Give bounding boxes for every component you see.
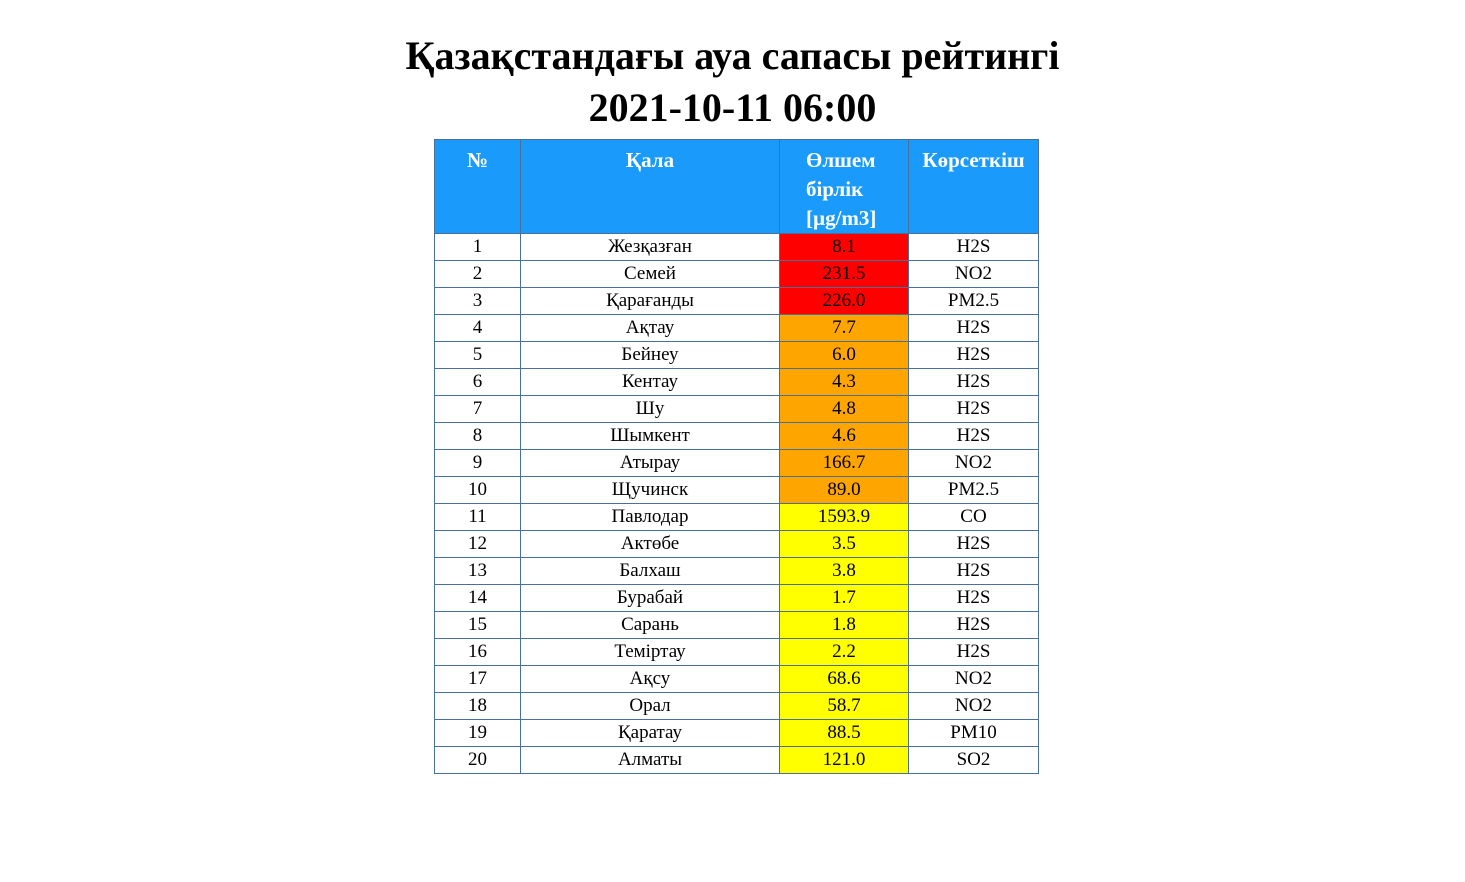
city-name-cell: Бурабай <box>521 585 780 612</box>
row-number-cell: 13 <box>435 558 521 585</box>
row-number-cell: 1 <box>435 234 521 261</box>
value-cell: 2.2 <box>780 639 909 666</box>
value-cell: 88.5 <box>780 720 909 747</box>
table-row <box>435 531 1039 558</box>
header-indicator: Көрсеткіш <box>909 140 1039 234</box>
table-row <box>435 288 1039 315</box>
indicator-cell: NO2 <box>909 666 1039 693</box>
table-header-row <box>435 140 1039 234</box>
table-row <box>435 369 1039 396</box>
indicator-cell: PM2.5 <box>909 288 1039 315</box>
page-title <box>0 30 1465 134</box>
city-name-cell: Шу <box>521 396 780 423</box>
table-row <box>435 693 1039 720</box>
city-name-cell: Жезқазған <box>521 234 780 261</box>
value-cell: 89.0 <box>780 477 909 504</box>
table-row <box>435 747 1039 774</box>
indicator-cell: CO <box>909 504 1039 531</box>
table-row <box>435 234 1039 261</box>
value-cell: 8.1 <box>780 234 909 261</box>
row-number-cell: 6 <box>435 369 521 396</box>
row-number-cell: 14 <box>435 585 521 612</box>
indicator-cell: SO2 <box>909 747 1039 774</box>
header-number: № <box>435 140 521 234</box>
value-cell: 58.7 <box>780 693 909 720</box>
table-row <box>435 342 1039 369</box>
city-name-cell: Ақсу <box>521 666 780 693</box>
table-row <box>435 315 1039 342</box>
air-quality-table <box>434 139 1039 774</box>
header-unit-line3: [µg/m3] <box>806 206 877 230</box>
value-cell: 4.6 <box>780 423 909 450</box>
indicator-cell: H2S <box>909 234 1039 261</box>
city-name-cell: Актөбе <box>521 531 780 558</box>
table-row <box>435 585 1039 612</box>
row-number-cell: 16 <box>435 639 521 666</box>
value-cell: 68.6 <box>780 666 909 693</box>
city-name-cell: Павлодар <box>521 504 780 531</box>
value-cell: 3.8 <box>780 558 909 585</box>
indicator-cell: H2S <box>909 558 1039 585</box>
row-number-cell: 9 <box>435 450 521 477</box>
value-cell: 121.0 <box>780 747 909 774</box>
row-number-cell: 17 <box>435 666 521 693</box>
value-cell: 4.3 <box>780 369 909 396</box>
value-cell: 6.0 <box>780 342 909 369</box>
row-number-cell: 12 <box>435 531 521 558</box>
city-name-cell: Шымкент <box>521 423 780 450</box>
row-number-cell: 18 <box>435 693 521 720</box>
table-body <box>435 234 1039 774</box>
indicator-cell: PM2.5 <box>909 477 1039 504</box>
row-number-cell: 4 <box>435 315 521 342</box>
row-number-cell: 7 <box>435 396 521 423</box>
city-name-cell: Ақтау <box>521 315 780 342</box>
title-datetime: 2021-10-11 06:00 <box>588 85 877 130</box>
value-cell: 7.7 <box>780 315 909 342</box>
value-cell: 3.5 <box>780 531 909 558</box>
city-name-cell: Щучинск <box>521 477 780 504</box>
indicator-cell: H2S <box>909 612 1039 639</box>
city-name-cell: Қарағанды <box>521 288 780 315</box>
city-name-cell: Балхаш <box>521 558 780 585</box>
city-name-cell: Кентау <box>521 369 780 396</box>
row-number-cell: 20 <box>435 747 521 774</box>
value-cell: 1.7 <box>780 585 909 612</box>
indicator-cell: H2S <box>909 531 1039 558</box>
city-name-cell: Қаратау <box>521 720 780 747</box>
table-row <box>435 639 1039 666</box>
indicator-cell: H2S <box>909 315 1039 342</box>
table-row <box>435 477 1039 504</box>
row-number-cell: 11 <box>435 504 521 531</box>
value-cell: 226.0 <box>780 288 909 315</box>
indicator-cell: H2S <box>909 369 1039 396</box>
indicator-cell: NO2 <box>909 450 1039 477</box>
row-number-cell: 5 <box>435 342 521 369</box>
row-number-cell: 8 <box>435 423 521 450</box>
indicator-cell: NO2 <box>909 693 1039 720</box>
header-city: Қала <box>521 140 780 234</box>
city-name-cell: Теміртау <box>521 639 780 666</box>
row-number-cell: 19 <box>435 720 521 747</box>
indicator-cell: H2S <box>909 585 1039 612</box>
table-row <box>435 666 1039 693</box>
city-name-cell: Алматы <box>521 747 780 774</box>
city-name-cell: Сарань <box>521 612 780 639</box>
row-number-cell: 10 <box>435 477 521 504</box>
city-name-cell: Бейнеу <box>521 342 780 369</box>
city-name-cell: Атырау <box>521 450 780 477</box>
header-unit-line2: бірлік <box>806 177 864 201</box>
value-cell: 4.8 <box>780 396 909 423</box>
row-number-cell: 3 <box>435 288 521 315</box>
table-row <box>435 612 1039 639</box>
row-number-cell: 15 <box>435 612 521 639</box>
header-unit-line1: Өлшем <box>806 148 876 172</box>
indicator-cell: H2S <box>909 342 1039 369</box>
indicator-cell: H2S <box>909 396 1039 423</box>
title-heading: Қазақстандағы ауа сапасы рейтингі <box>405 33 1060 78</box>
value-cell: 166.7 <box>780 450 909 477</box>
table-row <box>435 450 1039 477</box>
table-row <box>435 261 1039 288</box>
indicator-cell: NO2 <box>909 261 1039 288</box>
city-name-cell: Орал <box>521 693 780 720</box>
indicator-cell: PM10 <box>909 720 1039 747</box>
indicator-cell: H2S <box>909 639 1039 666</box>
value-cell: 231.5 <box>780 261 909 288</box>
table-row <box>435 396 1039 423</box>
table-row <box>435 720 1039 747</box>
header-unit <box>780 140 909 234</box>
indicator-cell: H2S <box>909 423 1039 450</box>
row-number-cell: 2 <box>435 261 521 288</box>
value-cell: 1.8 <box>780 612 909 639</box>
city-name-cell: Семей <box>521 261 780 288</box>
value-cell: 1593.9 <box>780 504 909 531</box>
table-row <box>435 423 1039 450</box>
table-row <box>435 504 1039 531</box>
table-row <box>435 558 1039 585</box>
